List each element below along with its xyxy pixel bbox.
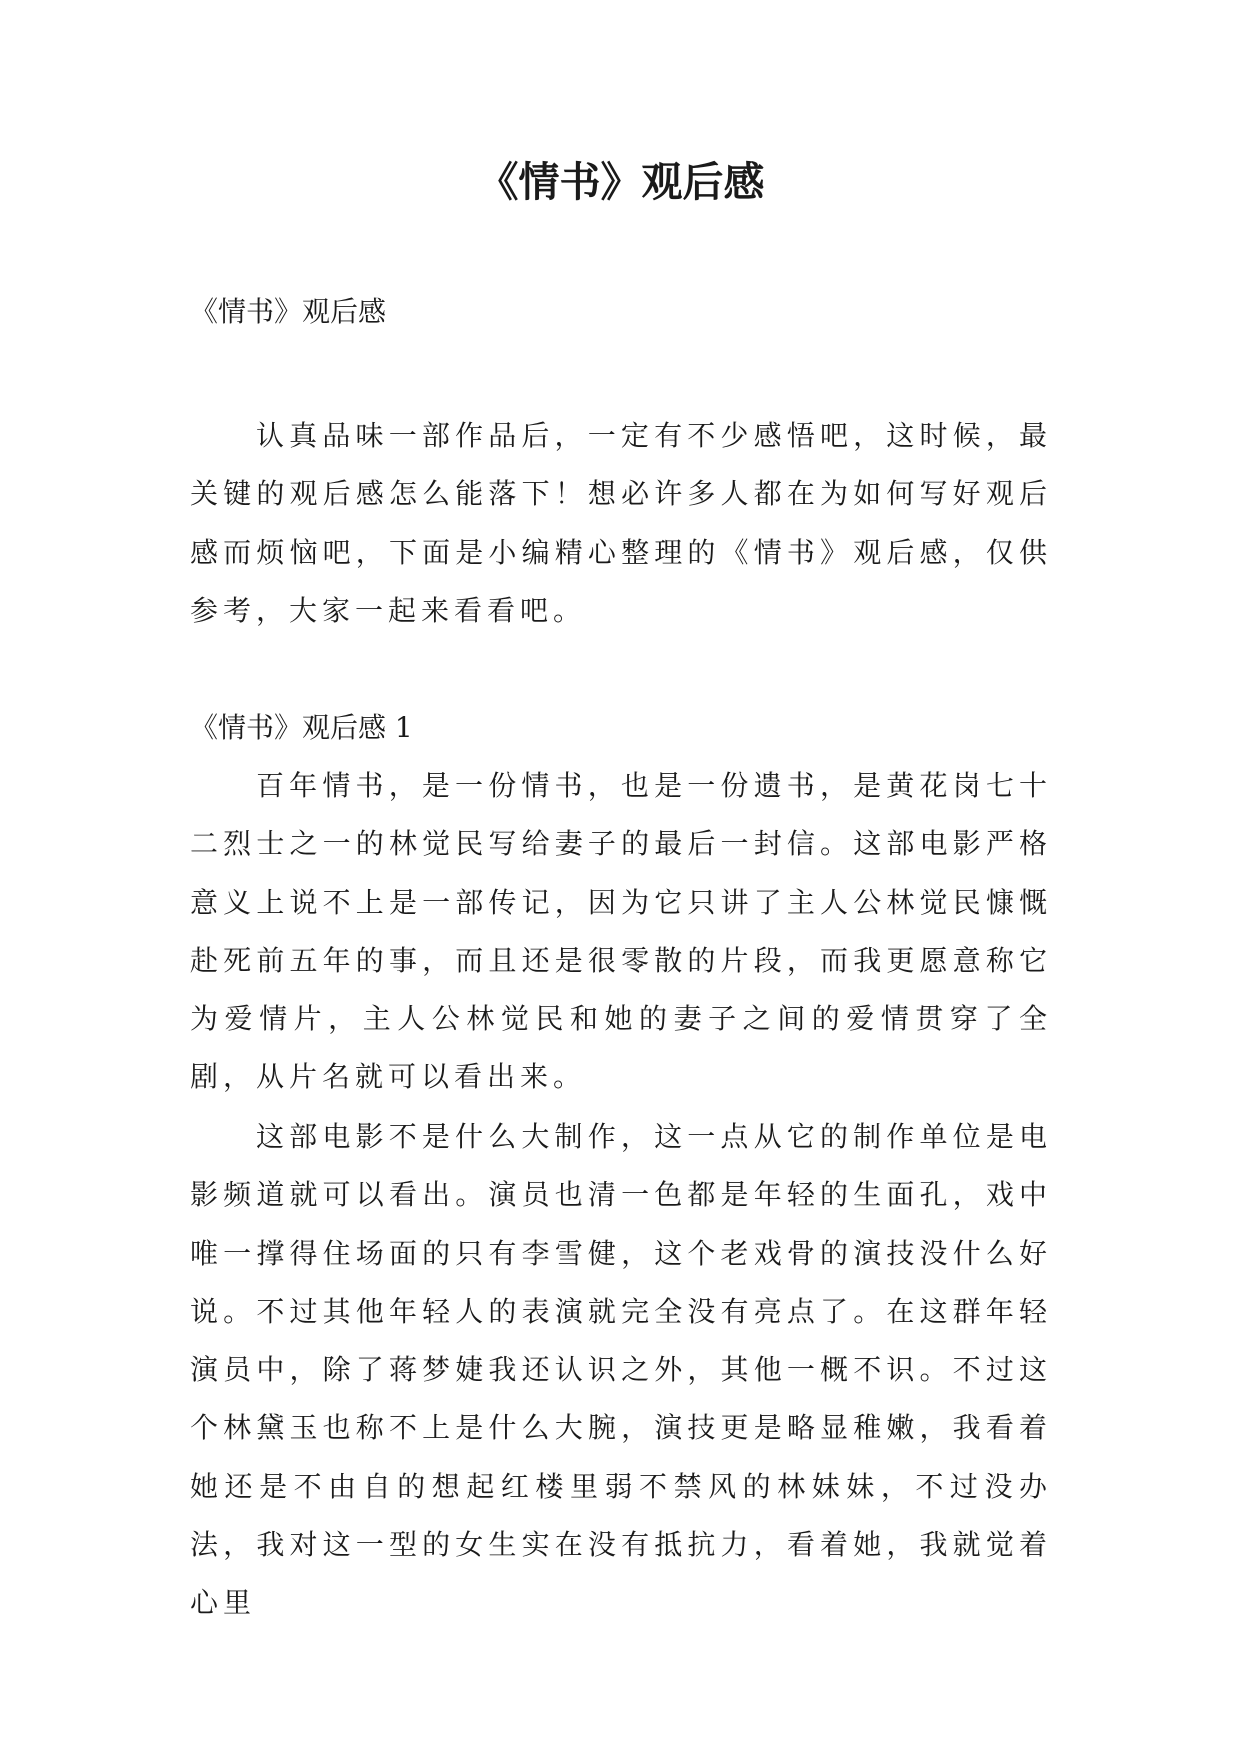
document-title: 《情书》观后感 [477, 158, 765, 206]
document-subtitle: 《情书》观后感 [190, 295, 387, 328]
body-paragraph: 百年情书，是一份情书，也是一份遗书，是黄花岗七十二烈士之一的林觉民写给妻子的最后一封信。这部电影严格意义上说不上是一部传记，因为它只讲了主人公林觉民慷慨赴死前五年的事，而且还是很零散的片段，而我更愿意称它为爱情片，主人公林觉民和她的妻子之间的爱情贯穿了全剧，从片名就可以看出来。 [190, 769, 1052, 1094]
intro-paragraph: 认真品味一部作品后，一定有不少感悟吧，这时候，最关键的观后感怎么能落下！想必许多人都在为如何写好观后感而烦恼吧，下面是小编精心整理的《情书》观后感，仅供参考，大家一起来看看吧。 [190, 419, 1052, 627]
body-paragraph: 这部电影不是什么大制作，这一点从它的制作单位是电影频道就可以看出。演员也清一色都是年轻的生面孔，戏中唯一撑得住场面的只有李雪健，这个老戏骨的演技没什么好说。不过其他年轻人的表演就完全没有亮点了。在这群年轻演员中，除了蒋梦婕我还认识之外，其他一概不识。不过这个林黛玉也称不上是什么大腕，演技更是略显稚嫩，我看着她还是不由自的想起红楼里弱不禁风的林妹妹，不过没办法，我对这一型的女生实在没有抵抗力，看着她，我就觉着心里 [190, 1120, 1052, 1620]
section-heading: 《情书》观后感 1 [190, 711, 413, 744]
